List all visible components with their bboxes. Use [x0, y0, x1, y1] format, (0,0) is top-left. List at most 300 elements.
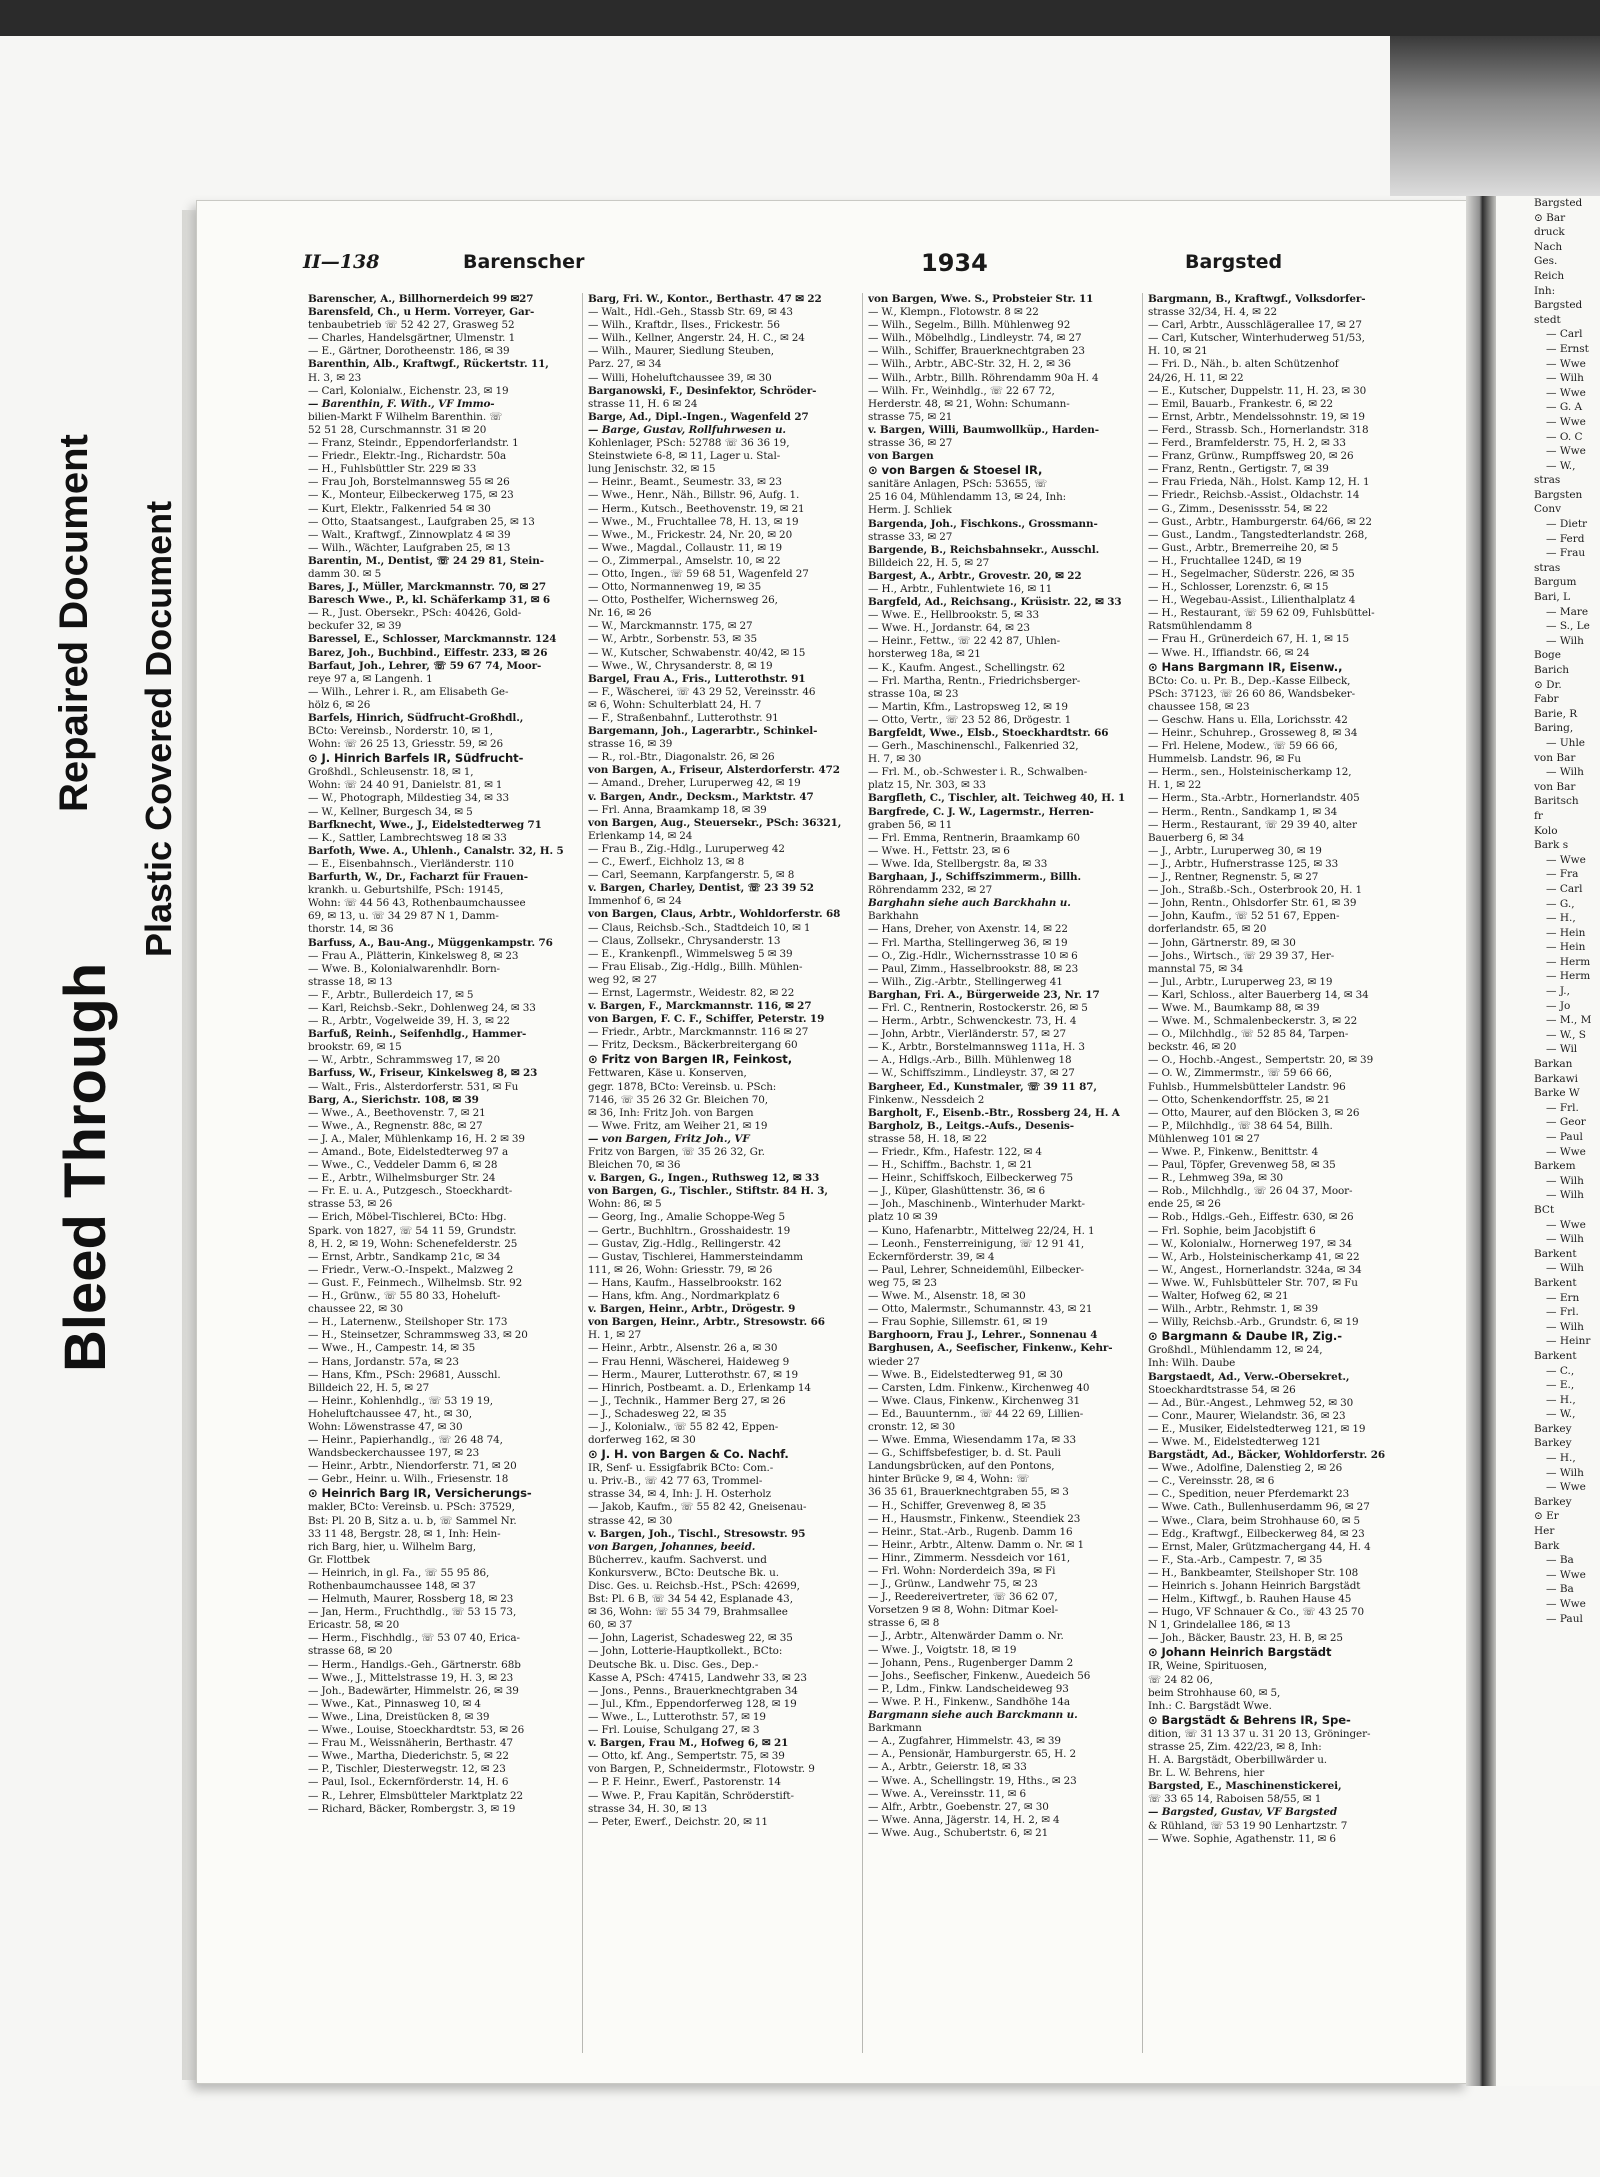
directory-entry: — H., Fruchtallee 124D, ✉ 19	[1148, 554, 1302, 567]
directory-entry: — Wwe., L., Lutterothstr. 57, ✉ 19	[588, 1710, 766, 1723]
directory-entry: 52 51 28, Curschmannstr. 31 ✉ 20	[308, 423, 487, 436]
adjacent-page-line: Conv	[1534, 503, 1562, 516]
directory-entry: — A., Arbtr., Geierstr. 18, ✉ 33	[868, 1761, 1027, 1774]
directory-entry: — Wilh., Lehrer i. R., am Elisabeth Ge-	[308, 685, 509, 698]
directory-entry: — Fri. D., Näh., b. alten Schützenhof	[1148, 358, 1339, 371]
directory-entry: — Friedr., Elektr.-Ing., Richardstr. 50a	[308, 450, 507, 463]
directory-entry: — Frl. C., Rentnerin, Rostockerstr. 26, ✉ 5	[868, 1001, 1088, 1014]
directory-entry: — Wwe. E., Hellbrookstr. 5, ✉ 33	[868, 609, 1039, 622]
directory-entry: Ericastr. 58, ✉ 20	[308, 1619, 400, 1632]
adjacent-page-line: Reich	[1534, 269, 1565, 282]
directory-surname-entry: Barganowski, F., Desinfektor, Schröder-	[588, 384, 817, 397]
adjacent-page-line: — Wwe	[1546, 1145, 1586, 1158]
directory-entry: — Frl. Louise, Schulgang 27, ✉ 3	[588, 1724, 760, 1737]
directory-entry: — Gertr., Buchhltrn., Grosshaidestr. 19	[588, 1224, 791, 1237]
adjacent-page-line: Bark	[1534, 1539, 1560, 1552]
directory-entry: — Carl, Arbtr., Ausschlägerallee 17, ✉ 27	[1148, 319, 1362, 332]
directory-entry: — Frl. Emma, Rentnerin, Braamkamp 60	[868, 831, 1080, 844]
directory-entry: — J., Küper, Glashüttenstr. 36, ✉ 6	[868, 1185, 1046, 1198]
directory-entry: Bauerberg 6, ✉ 34	[1148, 831, 1245, 844]
directory-entry: strasse 10a, ✉ 23	[868, 687, 959, 700]
directory-entry: H. 3, ✉ 23	[308, 371, 362, 384]
directory-entry: — Jons., Penns., Brauerknechtgraben 34	[588, 1684, 798, 1697]
directory-entry: gegr. 1878, BCto: Vereinsb. u. PSch:	[588, 1080, 777, 1093]
directory-entry: IR, Senf- u. Essigfabrik BCto: Com.-	[588, 1462, 774, 1475]
directory-entry: — Hans, Jordanstr. 57a, ✉ 23	[308, 1355, 459, 1368]
directory-entry: — Heinr., Kohlenhdlg., ☏ 53 19 19,	[308, 1394, 493, 1407]
directory-entry: — H., Restaurant, ☏ 59 62 09, Fuhlsbüttel-	[1148, 607, 1375, 620]
column-2	[583, 293, 863, 2053]
directory-entry: — R., Arbtr., Vogelweide 39, H. 3, ✉ 22	[308, 1015, 510, 1028]
directory-entry: — Wilh. Fr., Weinhdlg., ☏ 22 67 72,	[868, 384, 1055, 397]
directory-surname-entry: Barenthin, Alb., Kraftwgf., Rückertstr. 11,	[308, 358, 549, 371]
directory-surname-entry: von Bargen, Heinr., Arbtr., Stresowstr. 66	[588, 1316, 825, 1329]
scan-top-edge	[0, 0, 1600, 36]
directory-entry: — Wwe., Henr., Näh., Billstr. 96, Aufg. 1.	[588, 489, 800, 502]
directory-entry: — Frau Elisab., Zig.-Hdlg., Billh. Mühlen-	[588, 960, 803, 973]
directory-entry: — Wwe. H., Jordanstr. 64, ✉ 23	[868, 622, 1030, 635]
directory-entry: Kasse A, PSch: 47415, Landwehr 33, ✉ 23	[588, 1671, 807, 1684]
directory-entry: — Carsten, Ldm. Finkenw., Kirchenweg 40	[868, 1381, 1090, 1394]
directory-entry: — Joh., Straßb.-Sch., Osterbrook 20, H. 1	[1148, 884, 1362, 897]
directory-entry: — Wilh., Arbtr., Billh. Röhrendamm 90a H. 4	[868, 371, 1099, 384]
adjacent-page-line: von Bar	[1534, 751, 1576, 764]
directory-advert-entry: ⊙ Bargmann & Daube IR, Zig.-	[1148, 1329, 1342, 1344]
directory-entry: — Otto, Vertr., ☏ 23 52 86, Drögestr. 1	[868, 713, 1072, 726]
directory-entry: — E., Gärtner, Dorotheenstr. 186, ✉ 39	[308, 345, 510, 358]
directory-entry: — Wwe., A., Regnenstr. 88c, ✉ 27	[308, 1119, 483, 1132]
directory-entry: H. A. Bargstädt, Oberbillwärder u.	[1148, 1754, 1327, 1767]
directory-entry: — Karl, Schloss., alter Bauerberg 14, ✉ 34	[1148, 988, 1369, 1001]
directory-entry: damm 30. ✉ 5	[308, 567, 382, 580]
directory-entry: — Herm., Kutsch., Beethovenstr. 19, ✉ 21	[588, 502, 805, 515]
adjacent-page-line: — G.,	[1546, 897, 1575, 910]
directory-entry: von Bargen, P., Schneidermstr., Flotowstr. 9	[588, 1763, 815, 1776]
adjacent-page-line: — Carl	[1546, 882, 1583, 895]
directory-entry: krankh. u. Geburtshilfe, PSch: 19145,	[308, 884, 504, 897]
page-header	[303, 251, 1423, 285]
adjacent-page-line: — Paul	[1546, 1612, 1583, 1625]
directory-surname-entry: Barfels, Hinrich, Südfrucht-Großhdl.,	[308, 712, 524, 724]
directory-entry: strasse 68, ✉ 20	[308, 1645, 393, 1658]
directory-entry: — P., Tischler, Diesterwegstr. 12, ✉ 23	[308, 1763, 506, 1776]
directory-entry: — Helm., Kiftwgf., b. Rauhen Hause 45	[1148, 1593, 1352, 1606]
directory-entry: strasse 42, ✉ 30	[588, 1514, 673, 1527]
adjacent-page-line: ⊙ Er	[1534, 1510, 1559, 1523]
directory-entry: — H., Fuhlsbüttler Str. 229 ✉ 33	[308, 463, 477, 476]
directory-entry: — Joh., Maschinenb., Winterhuder Markt-	[868, 1198, 1085, 1211]
directory-entry: — Herm., Restaurant, ☏ 29 39 40, alter	[1148, 818, 1357, 831]
directory-entry: Bargmann siehe auch Barckmann u.	[868, 1709, 1078, 1722]
directory-entry: PSch: 37123, ☏ 26 60 86, Wandsbeker-	[1148, 687, 1356, 700]
directory-entry: — Helmuth, Maurer, Rossberg 18, ✉ 23	[308, 1593, 514, 1606]
directory-entry: Wandsbeckerchaussee 197, ✉ 23	[308, 1447, 480, 1460]
directory-entry: — Frau Henni, Wäscherei, Haideweg 9	[588, 1355, 790, 1368]
directory-entry: — Frau B., Zig.-Hdlg., Luruperweg 42	[588, 842, 785, 855]
directory-entry: — Gust., Arbtr., Bremerreihe 20, ✉ 5	[1148, 541, 1339, 554]
directory-entry: — Wwe., Martha, Diederichstr. 5, ✉ 22	[308, 1750, 509, 1763]
directory-entry: — K., Monteur, Eilbeckerweg 175, ✉ 23	[308, 489, 514, 502]
directory-surname-entry: v. Bargen, F., Marckmannstr. 116, ✉ 27	[588, 1000, 812, 1013]
directory-surname-entry: Bargfrede, C. J. W., Lagermstr., Herren-	[868, 805, 1094, 818]
directory-entry: — Otto, kf. Ang., Sempertstr. 75, ✉ 39	[588, 1750, 785, 1763]
directory-surname-entry: von Bargen, Aug., Steuersekr., PSch: 36321,	[588, 816, 842, 829]
adjacent-page-line: — H.,	[1546, 1452, 1576, 1465]
directory-entry: — Richard, Bäcker, Rombergstr. 3, ✉ 19	[308, 1802, 516, 1815]
directory-entry: ✉ 36, Inh: Fritz Joh. von Bargen	[588, 1106, 754, 1119]
directory-entry: — Bargsted, Gustav, VF Bargsted	[1148, 1806, 1337, 1819]
directory-entry: Billdeich 22, H. 5, ✉ 27	[868, 556, 990, 569]
directory-entry: — Charles, Handelsgärtner, Ulmenstr. 1	[308, 332, 516, 345]
column-1	[303, 293, 583, 2053]
directory-entry: — Leonh., Fensterreinigung, ☏ 12 91 41,	[868, 1237, 1085, 1250]
directory-entry: Fuhlsb., Hummelsbütteler Landstr. 96	[1148, 1080, 1346, 1093]
directory-entry: — Herm., Sta.-Arbtr., Hornerlandstr. 405	[1148, 792, 1360, 805]
column-4	[1143, 293, 1423, 2053]
directory-entry: — Gebr., Heinr. u. Wilh., Friesenstr. 18	[308, 1473, 509, 1486]
directory-entry: — Geschw. Hans u. Ella, Lorichsstr. 42	[1148, 713, 1348, 726]
directory-entry: beckufer 32, ✉ 39	[308, 620, 402, 633]
directory-surname-entry: Bares, J., Müller, Marckmannstr. 70, ✉ 27	[308, 581, 547, 594]
directory-entry: — Wilh., Arbtr., Rehmstr. 1, ✉ 39	[1148, 1303, 1319, 1316]
directory-entry: — Carl, Kolonialw., Eichenstr. 23, ✉ 19	[308, 384, 509, 397]
directory-entry: — Heinrich, in gl. Fa., ☏ 55 95 86,	[308, 1566, 490, 1579]
directory-entry: ✉ 6, Wohn: Schulterblatt 24, H. 7	[588, 698, 762, 711]
adjacent-page-line: Boge	[1534, 649, 1561, 662]
directory-entry: — Willy, Reichsb.-Arb., Grundstr. 6, ✉ 19	[1148, 1316, 1359, 1329]
directory-surname-entry: Bargenda, Joh., Fischkons., Grossmann-	[868, 517, 1098, 530]
directory-entry: — Wwe. P., Frau Kapitän, Schröderstift-	[588, 1789, 794, 1802]
adjacent-page-line: — Wwe	[1546, 415, 1586, 428]
directory-surname-entry: Bargholz, B., Leitgs.-Aufs., Desenis-	[868, 1119, 1075, 1132]
directory-entry: strasse 34, H. 30, ✉ 13	[588, 1802, 708, 1815]
directory-entry: strasse 11, H. 6 ✉ 24	[588, 397, 698, 410]
directory-entry: tenbaubetrieb ☏ 52 42 27, Grasweg 52	[308, 319, 515, 332]
directory-entry: — P. F. Heinr., Ewerf., Pastorenstr. 14	[588, 1776, 781, 1789]
directory-entry: — Walt., Fris., Alsterdorferstr. 531, ✉ Fu	[308, 1080, 519, 1093]
directory-entry: — J., Schadesweg 22, ✉ 35	[588, 1407, 727, 1420]
directory-entry: — Heinr., Beamt., Seumestr. 33, ✉ 23	[588, 476, 782, 489]
adjacent-page-line: Barkawi	[1534, 1072, 1578, 1085]
directory-entry: — J., Arbtr., Luruperweg 30, ✉ 19	[1148, 844, 1322, 857]
directory-surname-entry: Barghoorn, Frau J., Lehrer., Sonnenau 4	[868, 1329, 1098, 1342]
adjacent-page-line: — Carl	[1546, 328, 1583, 341]
directory-entry: — Ernst, Maler, Grützmachergang 44, H. 4	[1148, 1540, 1371, 1553]
directory-entry: Kohlenlager, PSch: 52788 ☏ 36 36 19,	[588, 437, 790, 450]
directory-surname-entry: von Bargen, A., Friseur, Alsterdorferstr. 472	[588, 764, 840, 777]
adjacent-page-line: — Herm	[1546, 970, 1591, 983]
adjacent-page-line: — Dietr	[1546, 518, 1588, 531]
directory-entry: — Paul, Isol., Eckernförderstr. 14, H. 6	[308, 1776, 509, 1789]
directory-entry: H. 7, ✉ 30	[868, 753, 922, 766]
directory-entry: platz 10 ✉ 39	[868, 1211, 938, 1224]
directory-entry: — W., Kutscher, Schwabenstr. 40/42, ✉ 15	[588, 646, 806, 659]
directory-entry: hölz 6, ✉ 26	[308, 698, 371, 711]
directory-entry: — F., Straßenbahnf., Lutterothstr. 91	[588, 712, 779, 724]
directory-surname-entry: Barentin, M., Dentist, ☏ 24 29 81, Stein-	[308, 554, 544, 567]
adjacent-page-line: — Wwe	[1546, 853, 1586, 866]
adjacent-page-line: — Wilh	[1546, 1262, 1584, 1275]
adjacent-page-line: ⊙ Dr.	[1534, 678, 1562, 691]
directory-surname-entry: Bargel, Frau A., Fris., Lutterothstr. 91	[588, 672, 806, 685]
adjacent-page-line: stras	[1534, 474, 1561, 487]
directory-entry: — Amand., Dreher, Luruperweg 42, ✉ 19	[588, 777, 801, 790]
directory-advert-entry: ⊙ von Bargen & Stoesel IR,	[868, 463, 1043, 478]
directory-entry: — Wwe., Magdal., Collaustr. 11, ✉ 19	[588, 541, 783, 554]
directory-entry: — Heinr., Fettw., ☏ 22 42 87, Uhlen-	[868, 635, 1061, 648]
directory-entry: mannstal 75, ✉ 34	[1148, 962, 1244, 975]
directory-entry: — Walter, Hofweg 62, ✉ 21	[1148, 1290, 1289, 1303]
directory-entry: Billdeich 22, H. 5, ✉ 27	[308, 1381, 430, 1394]
directory-entry: — Barge, Gustav, Rollfuhrwesen u.	[588, 423, 786, 436]
directory-entry: IR, Weine, Spirituosen,	[1148, 1660, 1267, 1673]
directory-entry: — Franz, Grünw., Rumpffsweg 20, ✉ 26	[1148, 450, 1354, 463]
page-number: II—138	[303, 251, 380, 273]
directory-entry: Wohn: ☏ 26 25 13, Griesstr. 59, ✉ 26	[308, 738, 504, 751]
adjacent-page-line: — Wil	[1546, 1043, 1578, 1056]
directory-entry: Disc. Ges. u. Reichsb.-Hst., PSch: 42699,	[588, 1580, 800, 1592]
directory-entry: strasse 6, ✉ 8	[868, 1617, 940, 1630]
adjacent-page-line: — Wwe	[1546, 1568, 1586, 1581]
directory-entry: — J., Grünw., Landwehr 75, ✉ 23	[868, 1578, 1038, 1591]
directory-entry: — Wwe., M., Frickestr. 24, Nr. 20, ✉ 20	[588, 528, 793, 541]
directory-entry: — Joh., Badewärter, Himmelstr. 26, ✉ 39	[308, 1684, 519, 1697]
directory-surname-entry: Barfurth, W., Dr., Facharzt für Frauen-	[308, 871, 528, 884]
directory-entry: — Wwe. Fritz, am Weiher 21, ✉ 19	[588, 1119, 768, 1132]
directory-entry: — Erich, Möbel-Tischlerei, BCto: Hbg.	[308, 1211, 507, 1224]
directory-entry: BCto: Vereinsb., Norderstr. 10, ✉ 1,	[308, 725, 493, 738]
directory-entry: Erlenkamp 14, ✉ 24	[588, 829, 693, 842]
directory-surname-entry: Bargest, A., Arbtr., Grovestr. 20, ✉ 22	[868, 569, 1082, 582]
directory-entry: N 1, Grindelallee 186, ✉ 13	[1148, 1619, 1291, 1632]
adjacent-page-line: Bark s	[1534, 839, 1569, 852]
directory-surname-entry: Bargheer, Ed., Kunstmaler, ☏ 39 11 87,	[868, 1080, 1097, 1093]
directory-entry: — O., Zig.-Hdlr., Wichernsstrasse 10 ✉ 6	[868, 949, 1078, 962]
adjacent-page-line: Barkem	[1534, 1160, 1576, 1173]
directory-entry: BCto: Co. u. Pr. B., Dep.-Kasse Eilbeck,	[1148, 674, 1351, 687]
directory-entry: — Wwe. H., Fettstr. 23, ✉ 6	[868, 844, 1010, 857]
directory-entry: beckstr. 46, ✉ 20	[1148, 1041, 1237, 1054]
adjacent-page-line: — Wilh	[1546, 634, 1584, 647]
directory-entry: — Rob., Milchhdlg., ☏ 26 04 37, Moor-	[1148, 1185, 1353, 1198]
directory-entry: — Wwe. M., Schmalenbeckerstr. 3, ✉ 22	[1148, 1015, 1358, 1028]
directory-entry: — Claus, Zollsekr., Chrysanderstr. 13	[588, 934, 781, 947]
directory-surname-entry: Barg, Fri. W., Kontor., Berthastr. 47 ✉ 22	[588, 293, 822, 305]
directory-entry: weg 75, ✉ 23	[868, 1276, 937, 1289]
directory-entry: Mühlenweg 101 ✉ 27	[1148, 1132, 1260, 1145]
adjacent-page-line: Barie, R	[1534, 707, 1578, 720]
directory-surname-entry: v. Bargen, Willi, Baumwollküp., Harden-	[868, 423, 1099, 436]
directory-entry: — J., Rentner, Regnenstr. 5, ✉ 27	[1148, 871, 1319, 884]
directory-entry: Inh: Wilh. Daube	[1148, 1357, 1236, 1370]
adjacent-page-line: Barkent	[1534, 1247, 1577, 1260]
directory-entry: — Paul, Töpfer, Grevenweg 58, ✉ 35	[1148, 1159, 1336, 1172]
adjacent-page-line: — Wilh	[1546, 372, 1584, 385]
adjacent-page-line: — Geor	[1546, 1116, 1586, 1129]
directory-surname-entry: Barghusen, A., Seefischer, Finkenw., Kehr-	[868, 1342, 1113, 1355]
directory-entry: — John, Kaufm., ☏ 52 51 67, Eppen-	[1148, 910, 1340, 923]
directory-entry: beim Strohhause 60, ✉ 5,	[1148, 1686, 1281, 1699]
directory-entry: — Wwe. W., Fuhlsbütteler Str. 707, ✉ Fu	[1148, 1276, 1358, 1289]
directory-entry: — Gustav, Zig.-Hdlg., Rellingerstr. 42	[588, 1237, 781, 1250]
directory-entry: Hoheluftchaussee 47, ht., ✉ 30,	[308, 1407, 472, 1420]
directory-entry: Wohn: ☏ 44 56 43, Rothenbaumchaussee	[308, 897, 526, 910]
directory-entry: — Barenthin, F. With., VF Immo-	[308, 397, 495, 410]
directory-entry: — Wwe., H., Campestr. 14, ✉ 35	[308, 1342, 476, 1355]
directory-entry: Rothenbaumchaussee 148, ✉ 37	[308, 1580, 476, 1592]
adjacent-page-line: von Bar	[1534, 780, 1576, 793]
adjacent-page-line: Kolo	[1534, 824, 1558, 837]
directory-entry: strasse 33, ✉ 27	[868, 530, 953, 543]
adjacent-page-line: Barke W	[1534, 1087, 1580, 1100]
directory-entry: Ratsmühlendamm 8	[1148, 620, 1253, 633]
directory-entry: Hummelsb. Landstr. 96, ✉ Fu	[1148, 753, 1301, 766]
adjacent-page-line: — Wwe	[1546, 357, 1586, 370]
directory-entry: — Heinr., Schuhrep., Grosseweg 8, ✉ 34	[1148, 727, 1358, 739]
directory-entry: — Alfr., Arbtr., Goebenstr. 27, ✉ 30	[868, 1800, 1049, 1813]
adjacent-page-line: — Frl.	[1546, 1306, 1579, 1319]
adjacent-page-line: — Paul	[1546, 1131, 1583, 1143]
directory-entry: — Hugo, VF Schnauer & Co., ☏ 43 25 70	[1148, 1606, 1364, 1619]
directory-entry: — Walt., Kraftwgf., Zinnowplatz 4 ✉ 39	[308, 528, 511, 541]
directory-entry: — Otto, Normannenweg 19, ✉ 35	[588, 581, 762, 594]
directory-entry: Nr. 16, ✉ 26	[588, 607, 652, 620]
directory-surname-entry: v. Bargen, Frau M., Hofweg 6, ✉ 21	[588, 1737, 789, 1750]
directory-entry: — Otto, Malermstr., Schumannstr. 43, ✉ 21	[868, 1303, 1093, 1316]
book-gutter	[1466, 196, 1496, 2086]
directory-surname-entry: Barfuss, W., Friseur, Kinkelsweg 8, ✉ 23	[308, 1067, 538, 1080]
directory-entry: Wohn: 86, ✉ 5	[588, 1198, 662, 1211]
adjacent-page-line: — W., S	[1546, 1028, 1587, 1041]
directory-entry: Inh.: C. Bargstädt Wwe.	[1148, 1699, 1272, 1712]
directory-entry: — W., Kolonialw., Hornerweg 197, ✉ 34	[1148, 1237, 1352, 1250]
directory-entry: — K., Arbtr., Borstelmannsweg 111a, H. 3	[868, 1041, 1085, 1054]
directory-entry: — Carl, Seemann, Karpfangerstr. 5, ✉ 8	[588, 869, 795, 882]
directory-entry: graben 56, ✉ 11	[868, 818, 953, 831]
directory-surname-entry: Bargfleth, C., Tischler, alt. Teichweg 40, H. 1	[868, 792, 1126, 805]
directory-surname-entry: v. Bargen, Heinr., Arbtr., Drögestr. 9	[588, 1303, 796, 1316]
directory-entry: — Wilh., Segelm., Billh. Mühlenweg 92	[868, 319, 1071, 332]
directory-surname-entry: v. Bargen, Andr., Decksm., Marktstr. 47	[588, 790, 814, 803]
directory-entry: — J., Arbtr., Hufnerstrasse 125, ✉ 33	[1148, 857, 1339, 870]
directory-page	[196, 200, 1468, 2084]
directory-entry: Großhdl., Mühlendamm 12, ✉ 24,	[1148, 1344, 1323, 1357]
directory-entry: — H., Grünw., ☏ 55 80 33, Hoheluft-	[308, 1290, 501, 1303]
adjacent-page-line: Baring,	[1534, 722, 1574, 735]
directory-entry: — J. A., Maler, Mühlenkamp 16, H. 2 ✉ 39	[308, 1132, 525, 1145]
adjacent-page-line: ⊙ Bar	[1534, 211, 1566, 224]
directory-entry: 36 35 61, Brauerknechtgraben 55, ✉ 3	[868, 1486, 1069, 1499]
directory-entry: — G., Schiffsbefestiger, b. d. St. Pauli	[868, 1447, 1061, 1460]
directory-entry: — Heinr., Papierhandlg., ☏ 26 48 74,	[308, 1434, 503, 1447]
adjacent-page-line: — W.,	[1546, 459, 1576, 472]
directory-entry: — R., rol.-Btr., Diagonalstr. 26, ✉ 26	[588, 751, 775, 764]
adjacent-page-line: — Jo	[1546, 999, 1571, 1012]
directory-entry: — Walt., Hdl.-Geh., Stassb Str. 69, ✉ 43	[588, 306, 793, 319]
directory-entry: — Hinr., Zimmerm. Nessdeich vor 161,	[868, 1551, 1071, 1564]
directory-entry: thorstr. 14, ✉ 36	[308, 923, 394, 936]
directory-entry: Gr. Flottbek	[308, 1553, 370, 1566]
directory-entry: — Ad., Bür.-Angest., Lehmweg 52, ✉ 30	[1148, 1396, 1354, 1409]
directory-entry: — John, Lagerist, Schadesweg 22, ✉ 35	[588, 1632, 793, 1645]
directory-surname-entry: Barghan, Fri. A., Bürgerweide 23, Nr. 17	[868, 988, 1100, 1001]
directory-surname-entry: Bargstädt, Ad., Bäcker, Wohldorferstr. 26	[1148, 1449, 1385, 1462]
adjacent-page-line: — Frl.	[1546, 1101, 1579, 1114]
adjacent-page-line: Barkan	[1534, 1058, 1573, 1071]
directory-entry: Deutsche Bk. u. Disc. Ges., Dep.-	[588, 1658, 759, 1671]
directory-entry: — Ernst, Lagermstr., Weidestr. 82, ✉ 22	[588, 986, 795, 999]
directory-entry: dorferweg 162, ✉ 30	[588, 1434, 696, 1447]
directory-advert-entry: ⊙ Hans Bargmann IR, Eisenw.,	[1148, 659, 1343, 674]
directory-entry: — H., Schiffer, Grevenweg 8, ✉ 35	[868, 1499, 1047, 1512]
directory-entry: — R., Just. Obersekr., PSch: 40426, Gold-	[308, 607, 522, 620]
directory-entry: Röhrendamm 232, ✉ 27	[868, 884, 993, 897]
adjacent-page-line: Inh:	[1534, 284, 1556, 297]
directory-entry: — R., Lehrer, Elmsbütteler Marktplatz 22	[308, 1789, 524, 1802]
directory-entry: — F., Arbtr., Bullerdeich 17, ✉ 5	[308, 988, 474, 1001]
adjacent-page-line: — C.,	[1546, 1364, 1575, 1377]
directory-surname-entry: Barfoth, Wwe. A., Uhlenh., Canalstr. 32, H. 5	[308, 844, 564, 857]
directory-entry: — Emil, Bauarb., Frankestr. 6, ✉ 22	[1148, 397, 1334, 410]
directory-entry: — E., Kutscher, Duppelstr. 11, H. 23, ✉ 30	[1148, 384, 1367, 397]
directory-entry: Spark. von 1827, ☏ 54 11 59, Grundstr.	[308, 1224, 517, 1237]
directory-entry: H. 1, ✉ 22	[1148, 779, 1202, 792]
directory-entry: dorferlandstr. 65, ✉ 20	[1148, 923, 1267, 936]
directory-entry: — Wwe., Clara, beim Strohhause 60, ✉ 5	[1148, 1514, 1361, 1527]
adjacent-page-line: — Wwe	[1546, 386, 1586, 399]
directory-entry: strasse 58, H. 18, ✉ 22	[868, 1132, 988, 1145]
directory-entry: strasse 32/34, H. 4, ✉ 22	[1148, 306, 1277, 319]
directory-entry: — Ernst, Arbtr., Sandkamp 21c, ✉ 34	[308, 1250, 501, 1263]
directory-entry: — Heinr., Arbtr., Alsenstr. 26 a, ✉ 30	[588, 1342, 778, 1355]
directory-entry: — Wilh., Maurer, Siedlung Steuben,	[588, 345, 774, 358]
directory-entry: — W., Arbtr., Schrammsweg 17, ✉ 20	[308, 1054, 500, 1067]
adjacent-page-line: stedt	[1534, 313, 1561, 326]
scan-top-right-shadow	[1390, 36, 1600, 196]
directory-entry: reye 97 a, ✉ Langenh. 1	[308, 672, 433, 685]
directory-entry: — Franz, Steindr., Eppendorferlandstr. 1	[308, 437, 519, 450]
directory-entry: — John, Lotterie-Hauptkollekt., BCto:	[588, 1645, 783, 1658]
directory-surname-entry: Bargstaedt, Ad., Verw.-Obersekret.,	[1148, 1370, 1350, 1383]
directory-entry: 24/26, H. 11, ✉ 22	[1148, 371, 1244, 384]
directory-entry: — Wwe. Sophie, Agathenstr. 11, ✉ 6	[1148, 1832, 1336, 1845]
directory-entry: — Johs., Wirtsch., ☏ 29 39 37, Her-	[1148, 949, 1335, 962]
directory-entry: — Wwe. H., Iffiandstr. 66, ✉ 24	[1148, 646, 1310, 659]
directory-surname-entry: v. Bargen, Charley, Dentist, ☏ 23 39 52	[588, 882, 814, 895]
directory-entry: — Amand., Bote, Eidelstedterweg 97 a	[308, 1146, 509, 1158]
directory-entry: — W., Photograph, Mildestieg 34, ✉ 33	[308, 792, 509, 805]
directory-entry: — Frl. M., ob.-Schwester i. R., Schwalben-	[868, 766, 1088, 779]
directory-entry: — Gust. F., Feinmech., Wilhelmsb. Str. 92	[308, 1276, 523, 1289]
directory-entry: — A., Zugfahrer, Himmelstr. 43, ✉ 39	[868, 1735, 1061, 1748]
directory-entry: — C., Spedition, neuer Pferdemarkt 23	[1148, 1488, 1350, 1501]
directory-entry: ☏ 24 82 06,	[1148, 1673, 1213, 1686]
directory-entry: — O., Milchhdlg., ☏ 52 85 84, Tarpen-	[1148, 1028, 1349, 1041]
directory-entry: — Ferd., Bramfelderstr. 75, H. 2, ✉ 33	[1148, 437, 1346, 450]
adjacent-page-line: Barich	[1534, 664, 1569, 676]
directory-surname-entry: Barfuss, A., Bau-Ang., Müggenkampstr. 76	[308, 936, 553, 949]
directory-entry: — Frl. Martha, Stellingerweg 36, ✉ 19	[868, 936, 1068, 949]
directory-entry: — Otto, Ingen., ☏ 59 68 51, Wagenfeld 27	[588, 567, 809, 580]
adjacent-page-line: — Wwe	[1546, 1218, 1586, 1231]
directory-entry: — W., Schiffszimm., Lindleystr. 37, ✉ 27	[868, 1067, 1075, 1080]
directory-entry: — A., Hdlgs.-Arb., Billh. Mühlenweg 18	[868, 1054, 1072, 1067]
directory-entry: hinter Brücke 9, ✉ 4, Wohn: ☏	[868, 1473, 1030, 1486]
directory-entry: strasse 75, ✉ 21	[868, 410, 953, 423]
directory-entry: — Frl. Martha, Rentn., Friedrichsberger-	[868, 674, 1081, 687]
directory-entry: — Frau H., Grünerdeich 67, H. 1, ✉ 15	[1148, 633, 1349, 646]
adjacent-page-line: Barkey	[1534, 1422, 1572, 1435]
